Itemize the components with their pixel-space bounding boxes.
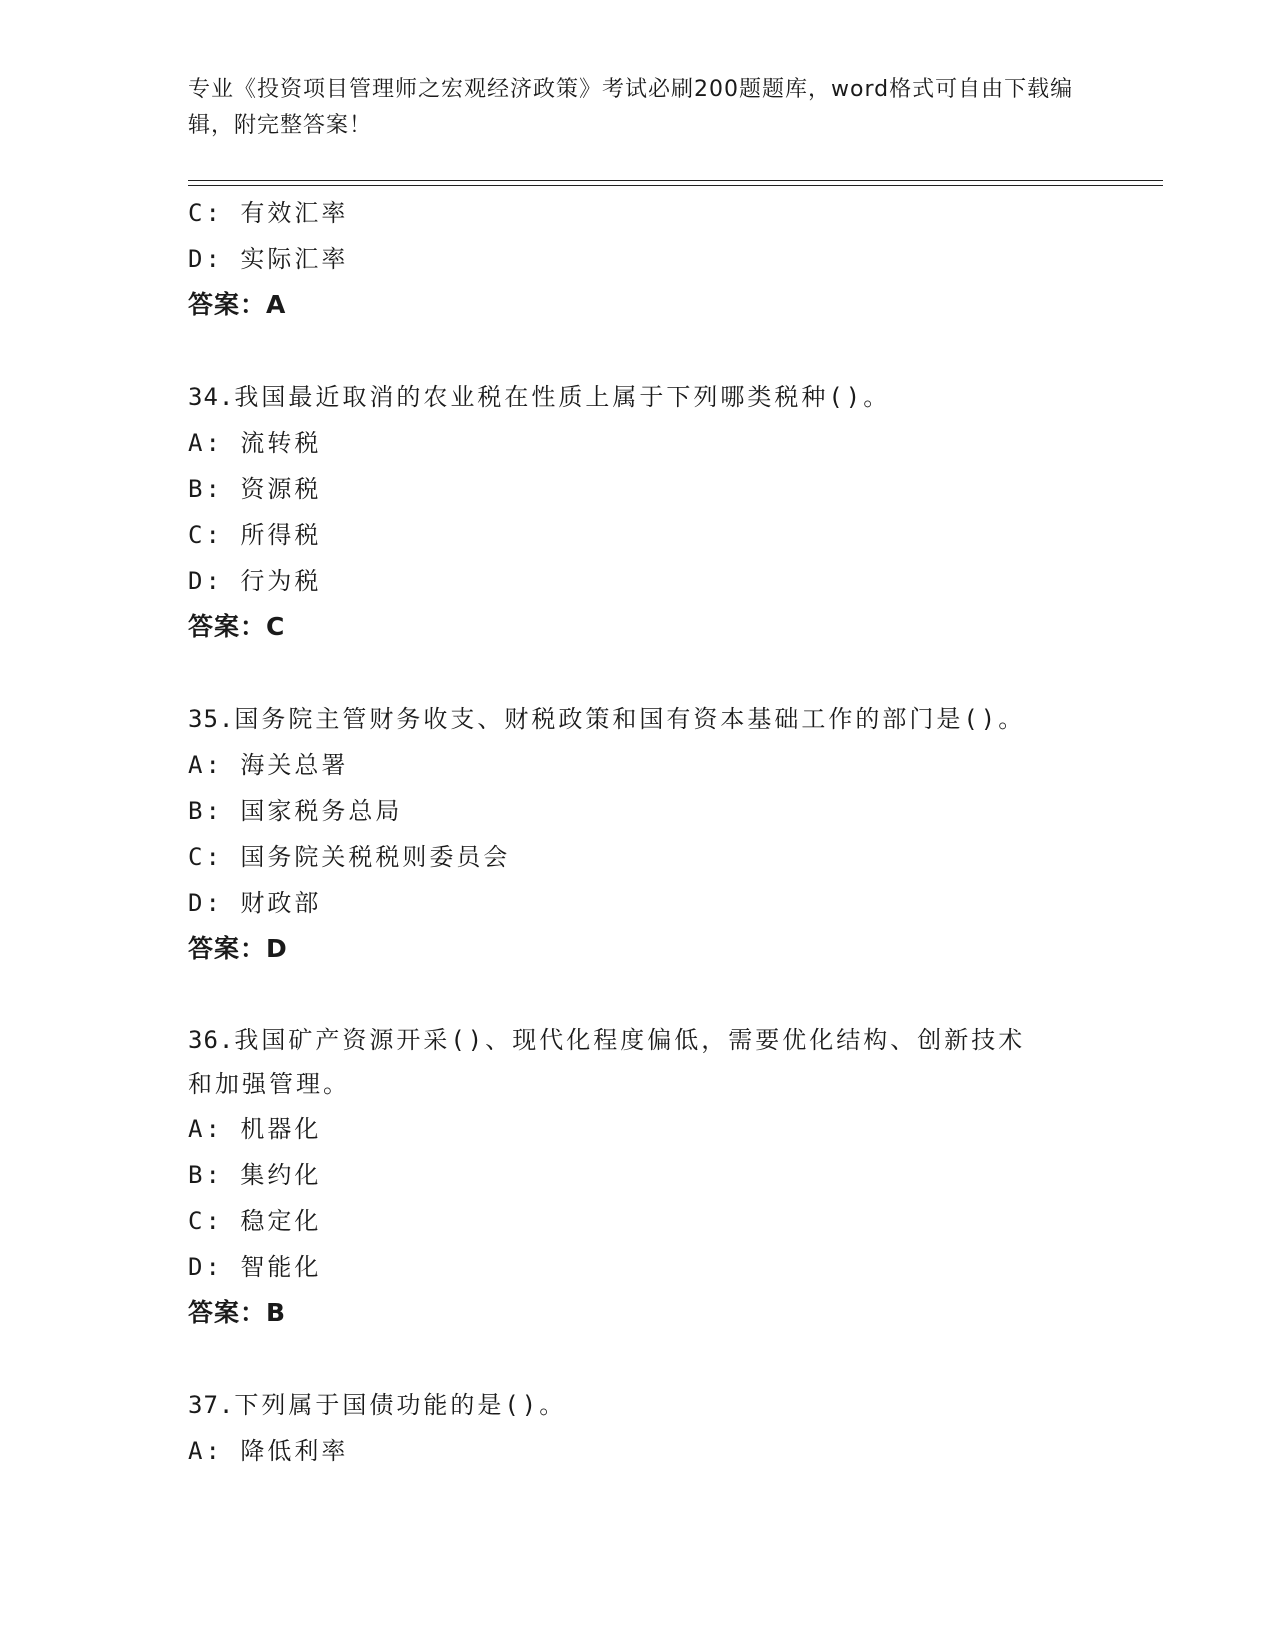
question-text: 我国最近取消的农业税在性质上属于下列哪类税种()。 — [234, 383, 891, 411]
answer-line — [188, 282, 1088, 328]
option-letter: D: — [188, 567, 223, 595]
option-letter: B: — [188, 475, 223, 503]
option-letter: A: — [188, 751, 223, 779]
option-letter: C: — [188, 1207, 223, 1235]
option-letter: A: — [188, 1115, 223, 1143]
option-text: 行为税 — [240, 567, 322, 595]
option-letter: A: — [188, 1437, 223, 1465]
question-content — [188, 190, 1088, 1474]
question-text: 下列属于国债功能的是()。 — [234, 1391, 567, 1419]
option-text: 国家税务总局 — [240, 797, 403, 825]
question-34 — [188, 374, 1088, 420]
question-number: 34. — [188, 383, 235, 411]
option-c — [188, 834, 1088, 880]
option-text: 降低利率 — [240, 1437, 349, 1465]
header-rule-bottom — [188, 185, 1163, 186]
option-a — [188, 742, 1088, 788]
question-37 — [188, 1382, 1088, 1428]
answer-line — [188, 1290, 1088, 1336]
option-text: 海关总署 — [240, 751, 349, 779]
option-text: 所得税 — [240, 521, 322, 549]
option-letter: C: — [188, 521, 223, 549]
question-36 — [188, 1018, 1048, 1106]
header-rule-top — [188, 180, 1163, 181]
option-text: 流转税 — [240, 429, 322, 457]
option-b — [188, 1152, 1088, 1198]
answer-label: 答案： — [188, 934, 267, 963]
page-header: 专业《投资项目管理师之宏观经济政策》考试必刷200题题库，word格式可自由下载编辑，附完整答案！ — [188, 77, 1074, 138]
option-c — [188, 512, 1088, 558]
option-letter: D: — [188, 889, 223, 917]
answer-line — [188, 604, 1088, 650]
answer-label: 答案： — [188, 290, 267, 319]
option-letter: B: — [188, 1161, 223, 1189]
option-a — [188, 1428, 1088, 1474]
answer-label: 答案： — [188, 612, 267, 641]
option-d — [188, 880, 1088, 926]
option-b — [188, 466, 1088, 512]
question-number: 37. — [188, 1391, 235, 1419]
option-text: 国务院关税税则委员会 — [240, 843, 511, 871]
option-letter: D: — [188, 1253, 223, 1281]
option-b — [188, 788, 1088, 834]
option-text: 机器化 — [240, 1115, 322, 1143]
option-c — [188, 190, 1088, 236]
answer-value: B — [266, 1298, 287, 1327]
option-c — [188, 1198, 1088, 1244]
answer-line — [188, 926, 1088, 972]
option-letter: C: — [188, 843, 223, 871]
question-text: 国务院主管财务收支、财税政策和国有资本基础工作的部门是()。 — [234, 705, 1026, 733]
option-a — [188, 1106, 1088, 1152]
option-text: 财政部 — [240, 889, 322, 917]
answer-value: C — [266, 612, 286, 641]
option-letter: D: — [188, 245, 223, 273]
option-d — [188, 236, 1088, 282]
answer-value: D — [266, 934, 288, 963]
option-letter: A: — [188, 429, 223, 457]
question-number: 36. — [188, 1026, 235, 1054]
question-text: 我国矿产资源开采()、现代化程度偏低，需要优化结构、创新技术和加强管理。 — [188, 1026, 1026, 1098]
option-d — [188, 1244, 1088, 1290]
option-text: 稳定化 — [240, 1207, 322, 1235]
spacer — [188, 650, 1088, 696]
option-text: 集约化 — [240, 1161, 322, 1189]
question-number: 35. — [188, 705, 235, 733]
answer-value: A — [266, 290, 287, 319]
option-text: 实际汇率 — [240, 245, 349, 273]
spacer — [188, 1336, 1088, 1382]
option-letter: B: — [188, 797, 223, 825]
option-d — [188, 558, 1088, 604]
spacer — [188, 328, 1088, 374]
answer-label: 答案： — [188, 1298, 267, 1327]
question-35 — [188, 696, 1088, 742]
option-text: 智能化 — [240, 1253, 322, 1281]
option-text: 资源税 — [240, 475, 322, 503]
option-text: 有效汇率 — [240, 199, 349, 227]
option-letter: C: — [188, 199, 223, 227]
option-a — [188, 420, 1088, 466]
spacer — [188, 972, 1088, 1018]
